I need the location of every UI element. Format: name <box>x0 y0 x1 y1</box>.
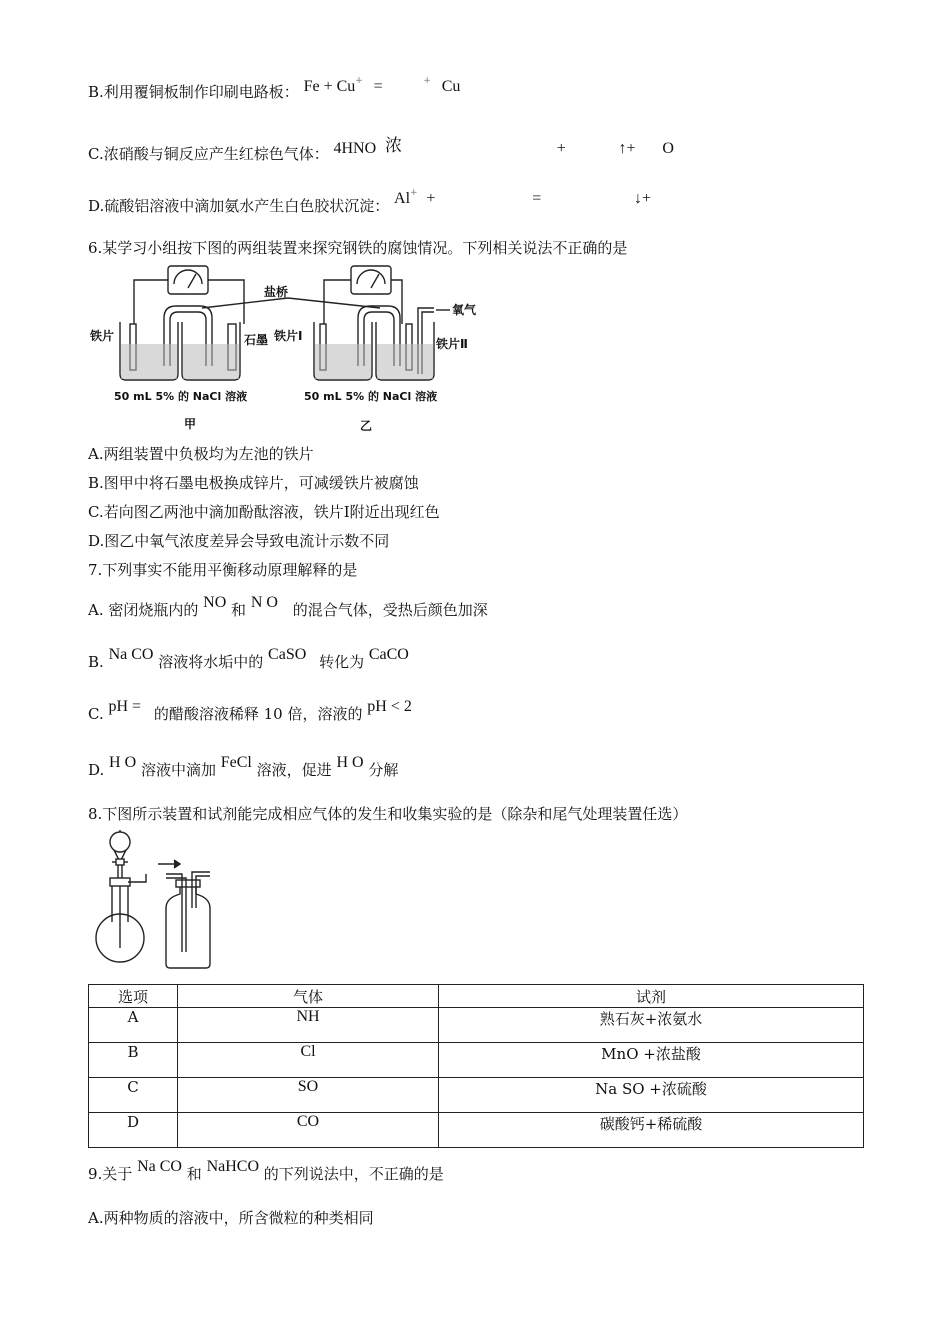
q7-option-b <box>88 646 409 673</box>
q7-option-d <box>88 754 399 781</box>
row-c-gas: SO <box>178 1078 439 1113</box>
q5-b-rest-sup: + <box>423 76 431 86</box>
row-a-gas: NH <box>178 1008 439 1043</box>
q5-option-b <box>88 76 461 105</box>
header-reagent: 试剂 <box>439 985 864 1008</box>
q7-d-f1: H O <box>109 754 137 771</box>
table-header-row <box>89 985 864 1008</box>
q9-f1: Na CO <box>137 1158 182 1175</box>
reagent-table <box>88 984 864 1148</box>
row-c-reagent: Na SO +浓硫酸 <box>439 1078 864 1113</box>
q7-option-c <box>88 698 412 725</box>
q5-c-text: C.浓硝酸与铜反应产生红棕色气体： <box>88 145 329 163</box>
q9-mid: 和 <box>186 1165 202 1183</box>
q5-option-c <box>88 136 674 165</box>
header-gas: 气体 <box>178 985 439 1008</box>
row-d-reagent: 碳酸钙+稀硫酸 <box>439 1113 864 1148</box>
row-b-gas: Cl <box>178 1043 439 1078</box>
q5-b-sup: + <box>355 76 363 86</box>
q7-d-f2: FeCl <box>220 754 252 771</box>
q7-d-mid2: 溶液，促进 <box>256 761 332 779</box>
q7-c-mid: 的醋酸溶液稀释 10 倍，溶液的 <box>153 705 363 723</box>
corrosion-figure <box>88 262 488 434</box>
row-a-option: A <box>89 1008 178 1043</box>
q5-d-sup: + <box>410 188 418 198</box>
q7-b-mid1: 溶液将水垢中的 <box>158 653 264 671</box>
q6-option-d: D.图乙中氧气浓度差异会导致电流计示数不同 <box>88 532 390 550</box>
q6-option-a: A.两组装置中负极均为左池的铁片 <box>88 445 314 463</box>
funnel-bulb <box>110 832 130 852</box>
q5-d-eq: = <box>532 190 542 207</box>
row-b-reagent: MnO +浓盐酸 <box>439 1043 864 1078</box>
collecting-bottle <box>166 886 210 968</box>
q7-c-f2: pH < 2 <box>367 698 412 715</box>
q7-d-pre: D. <box>88 761 105 779</box>
q5-option-d <box>88 188 652 219</box>
q7-option-a <box>88 594 488 621</box>
row-d-option: D <box>89 1113 178 1148</box>
label-oxygen: 氧气 <box>452 303 477 317</box>
q7-c-pre: C. <box>88 705 104 723</box>
q5-c-plus: + <box>556 140 566 157</box>
q5-c-conc: 浓 <box>384 136 402 156</box>
q7-d-post: 分解 <box>368 761 399 779</box>
q5-b-text: B.利用覆铜板制作印刷电路板： <box>88 83 299 101</box>
q9-f2: NaHCO <box>206 1158 259 1175</box>
q5-c-o: O <box>662 140 674 157</box>
row-c-option: C <box>89 1078 178 1113</box>
row-b-option: B <box>89 1043 178 1078</box>
q7-d-mid1: 溶液中滴加 <box>140 761 216 779</box>
q9-stem <box>88 1158 444 1185</box>
q6-option-c: C.若向图乙两池中滴加酚酞溶液，铁片Ⅰ附近出现红色 <box>88 503 440 521</box>
q6-option-b: B.图甲中将石墨电极换成锌片，可减缓铁片被腐蚀 <box>88 474 419 492</box>
q7-stem: 7.下列事实不能用平衡移动原理解释的是 <box>88 561 358 579</box>
q5-d-formula: Al <box>394 190 411 207</box>
q8-stem: 8.下图所示装置和试剂能完成相应气体的发生和收集实验的是（除杂和尾气处理装置任选） <box>88 805 688 823</box>
label-iron-1: 铁片Ⅰ <box>274 329 303 343</box>
q9-post: 的下列说法中，不正确的是 <box>263 1165 444 1183</box>
q7-b-pre: B. <box>88 653 104 671</box>
row-a-reagent: 熟石灰+浓氨水 <box>439 1008 864 1043</box>
q5-d-down-arrow: ↓+ <box>634 190 652 207</box>
q5-b-formula: Fe + Cu <box>303 78 356 95</box>
q7-a-mid: 和 <box>231 601 247 619</box>
q7-b-f2: CaSO <box>268 646 307 663</box>
label-graphite: 石墨 <box>244 333 269 347</box>
label-jia: 甲 <box>184 417 197 431</box>
q5-c-formula: 4HNO <box>333 140 377 157</box>
label-yi: 乙 <box>360 419 373 433</box>
label-iron-left: 铁片 <box>90 329 115 343</box>
q6-stem: 6.某学习小组按下图的两组装置来探究钢铁的腐蚀情况。下列相关说法不正确的是 <box>88 239 628 257</box>
table-row <box>89 1043 864 1078</box>
q7-a-f2: N O <box>250 594 278 611</box>
label-solution-a: 50 mL 5% 的 NaCl 溶液 <box>114 390 248 403</box>
q9-pre: 9.关于 <box>88 1165 133 1183</box>
q5-b-rest: Cu <box>441 78 461 95</box>
gas-apparatus-figure <box>90 828 220 970</box>
flask-stopper <box>110 878 130 886</box>
q9-option-a: A.两种物质的溶液中，所含微粒的种类相同 <box>88 1209 374 1227</box>
q7-b-f1: Na CO <box>108 646 154 663</box>
table-row <box>89 1078 864 1113</box>
label-solution-b: 50 mL 5% 的 NaCl 溶液 <box>304 390 438 403</box>
table-row <box>89 1113 864 1148</box>
q7-c-f1: pH = <box>108 698 142 715</box>
q7-a-pre: A. 密闭烧瓶内的 <box>88 601 199 619</box>
row-d-gas: CO <box>178 1113 439 1148</box>
q5-d-plus: + <box>426 190 436 207</box>
q5-b-eq: = <box>373 78 383 95</box>
q7-a-post: 的混合气体，受热后颜色加深 <box>292 601 488 619</box>
q7-a-f1: NO <box>203 594 227 611</box>
label-salt-bridge: 盐桥 <box>264 285 289 299</box>
table-row <box>89 1008 864 1043</box>
label-iron-2: 铁片Ⅱ <box>436 337 468 351</box>
q7-b-mid2: 转化为 <box>319 653 365 671</box>
q7-b-f3: CaCO <box>368 646 409 663</box>
header-option: 选项 <box>89 985 178 1008</box>
q5-d-text: D.硫酸铝溶液中滴加氨水产生白色胶状沉淀： <box>88 197 390 215</box>
q7-d-f3: H O <box>336 754 364 771</box>
q5-c-up-arrow: ↑+ <box>618 140 636 157</box>
